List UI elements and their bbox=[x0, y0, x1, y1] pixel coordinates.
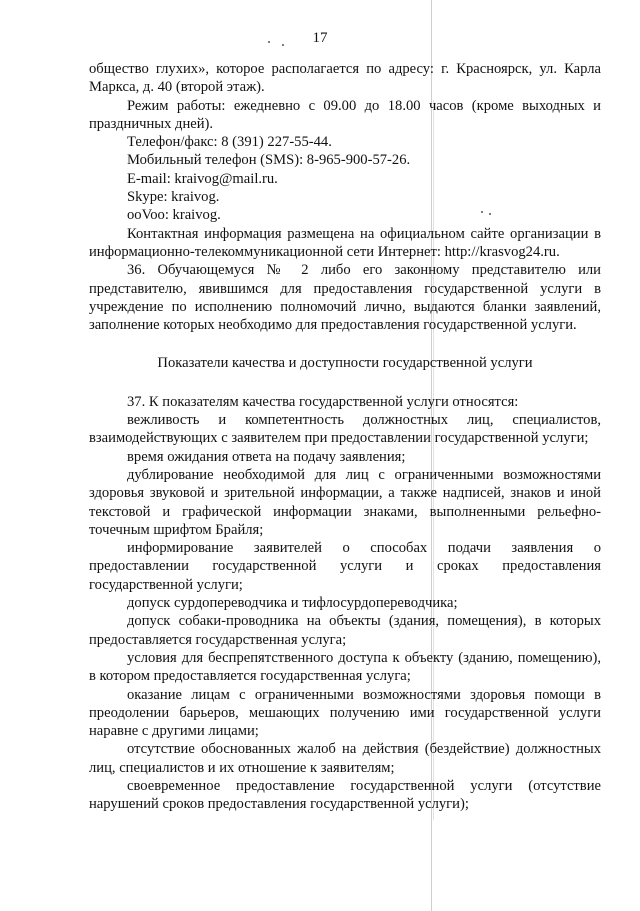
list-item: допуск сурдопереводчика и тифлосурдопереводчика; bbox=[127, 595, 458, 612]
paragraph: 36. Обучающемуся № 2 либо его законному представителю или представителю, явившимся для предоставления государственной услуги в учреждение по исполнению полномочий лично, выдаются бланки заявлений, заполнение которых необходимо для предоставления государственной услуги. bbox=[89, 262, 601, 334]
list-item: оказание лицам с ограниченными возможностями здоровья помощи в преодолении барьеров, мешающих получению ими государственной услуги наравне с другими лицами; bbox=[89, 686, 601, 740]
list-item: дублирование необходимой для лиц с ограниченными возможностями здоровья звуковой и зрительной информации, а также надписей, знаков и иной текстовой и графической информации знаками, выполненными рельефно-точечным шрифтом Брайля; bbox=[89, 466, 601, 538]
list-item: своевременное предоставление государственной услуги (отсутствие нарушений сроков предоставления государственной услуги); bbox=[89, 777, 601, 813]
page-number: 17 bbox=[312, 30, 328, 46]
list-item: время ожидания ответа на подачу заявления; bbox=[127, 448, 406, 465]
paragraph: Контактная информация размещена на официальном сайте организации в информационно-телекоммуникационной сети Интернет: http://krasvog24.ru. bbox=[89, 225, 601, 260]
list-item: вежливость и компетентность должностных лиц, специалистов, взаимодействующих с заявителем при предоставлении государственной услуги; bbox=[89, 412, 601, 447]
paragraph: Телефон/факс: 8 (391) 227-55-44. bbox=[127, 134, 332, 151]
paragraph: Мобильный телефон (SMS): 8-965-900-57-26. bbox=[127, 152, 411, 169]
paragraph: общество глухих», которое располагается по адресу: г. Красноярск, ул. Карла Маркса, д. 40 (второй этаж). bbox=[89, 61, 601, 96]
paragraph: E-mail: kraivog@mail.ru. bbox=[127, 170, 278, 187]
document-body bbox=[89, 60, 601, 814]
list-item: допуск собаки-проводника на объекты (здания, помещения), в которых предоставляется государственная услуга; bbox=[89, 613, 601, 648]
paragraph: 37. К показателям качества государственной услуги относятся: bbox=[127, 393, 519, 410]
section-heading: Показатели качества и доступности государственной услуги bbox=[157, 355, 533, 372]
paragraph: Skype: kraivog. bbox=[127, 189, 220, 206]
paragraph: Режим работы: ежедневно с 09.00 до 18.00 часов (кроме выходных и праздничных дней). bbox=[89, 97, 601, 132]
list-item: условия для беспрепятственного доступа к объекту (зданию, помещению), в котором предоставляется государственная услуга; bbox=[89, 649, 601, 685]
list-item: отсутствие обоснованных жалоб на действия (бездействие) должностных лиц, специалистов и их отношение к заявителям; bbox=[89, 741, 601, 776]
list-item: информирование заявителей о способах подачи заявления о предоставлении государственной услуги и сроках предоставления государственной услуги; bbox=[89, 540, 601, 593]
paragraph: ooVoo: kraivog. bbox=[127, 207, 221, 224]
